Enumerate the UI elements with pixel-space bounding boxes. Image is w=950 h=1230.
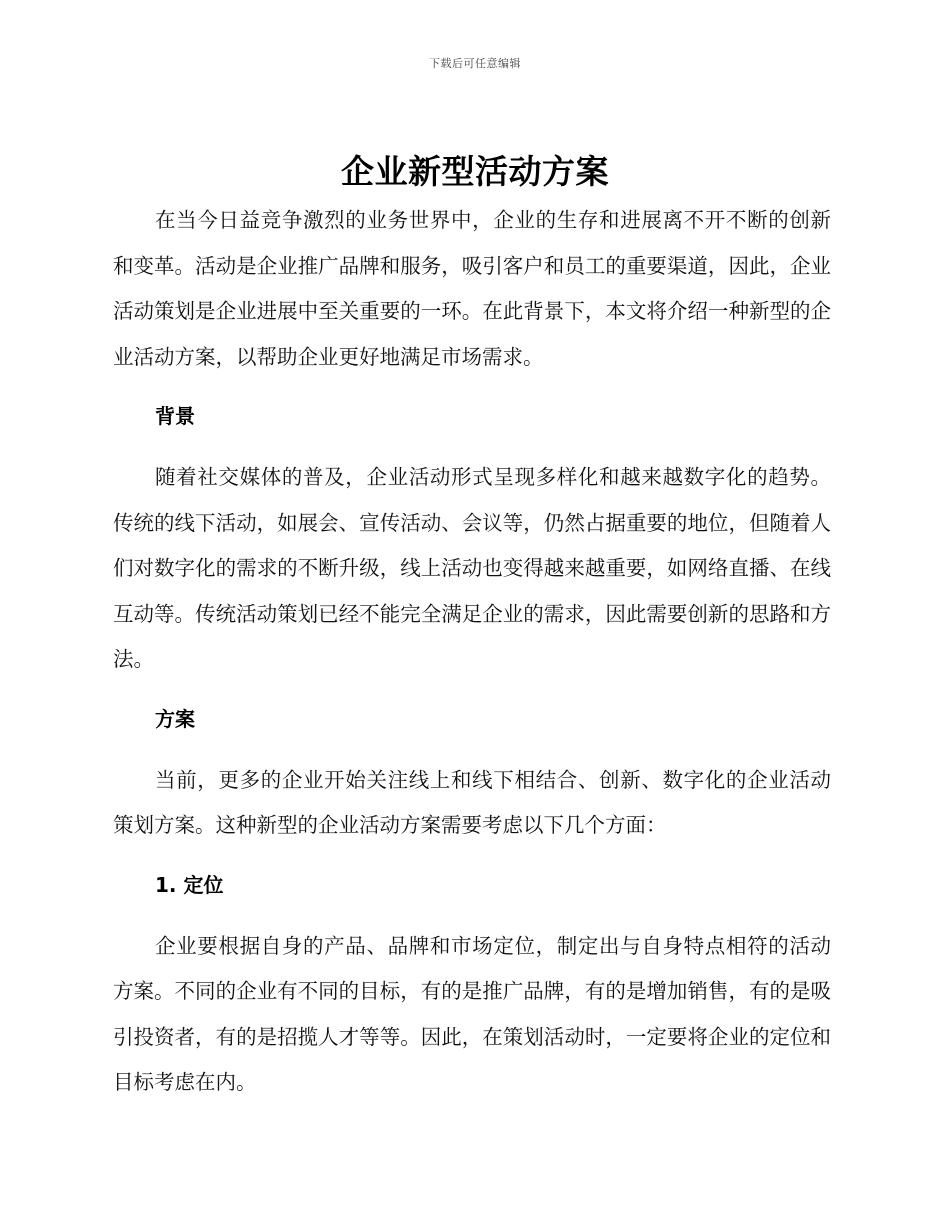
header-note: 下载后可任意编辑 <box>429 57 521 70</box>
document-title: 企业新型活动方案 <box>341 152 609 191</box>
intro-paragraph: 在当今日益竞争激烈的业务世界中，企业的生存和进展离不开不断的创新和变革。活动是企业推广品牌和服务，吸引客户和员工的重要渠道，因此，企业活动策划是企业进展中至关重要的一环。在此背景下，本文将介绍一种新型的企业活动方案，以帮助企业更好地满足市场需求。 <box>113 208 831 369</box>
plan-paragraph: 当前，更多的企业开始关注线上和线下相结合、创新、数字化的企业活动策划方案。这种新型的企业活动方案需要考虑以下几个方面： <box>113 767 831 837</box>
positioning-paragraph: 企业要根据自身的产品、品牌和市场定位，制定出与自身特点相符的活动方案。不同的企业有不同的目标，有的是推广品牌，有的是增加销售，有的是吸引投资者，有的是招揽人才等等。因此，在策划活动时，一定要将企业的定位和目标考虑在内。 <box>113 933 831 1094</box>
plan-heading: 方案 <box>155 706 195 731</box>
positioning-heading: 1. 定位 <box>155 872 224 897</box>
background-heading: 背景 <box>155 404 195 428</box>
document-body <box>113 198 831 1106</box>
background-paragraph: 随着社交媒体的普及，企业活动形式呈现多样化和越来越数字化的趋势。传统的线下活动，如展会、宣传活动、会议等，仍然占据重要的地位，但随着人们对数字化的需求的不断升级，线上活动也变得越来越重要，如网络直播、在线互动等。传统活动策划已经不能完全满足企业的需求，因此需要创新的思路和方法。 <box>113 465 831 671</box>
